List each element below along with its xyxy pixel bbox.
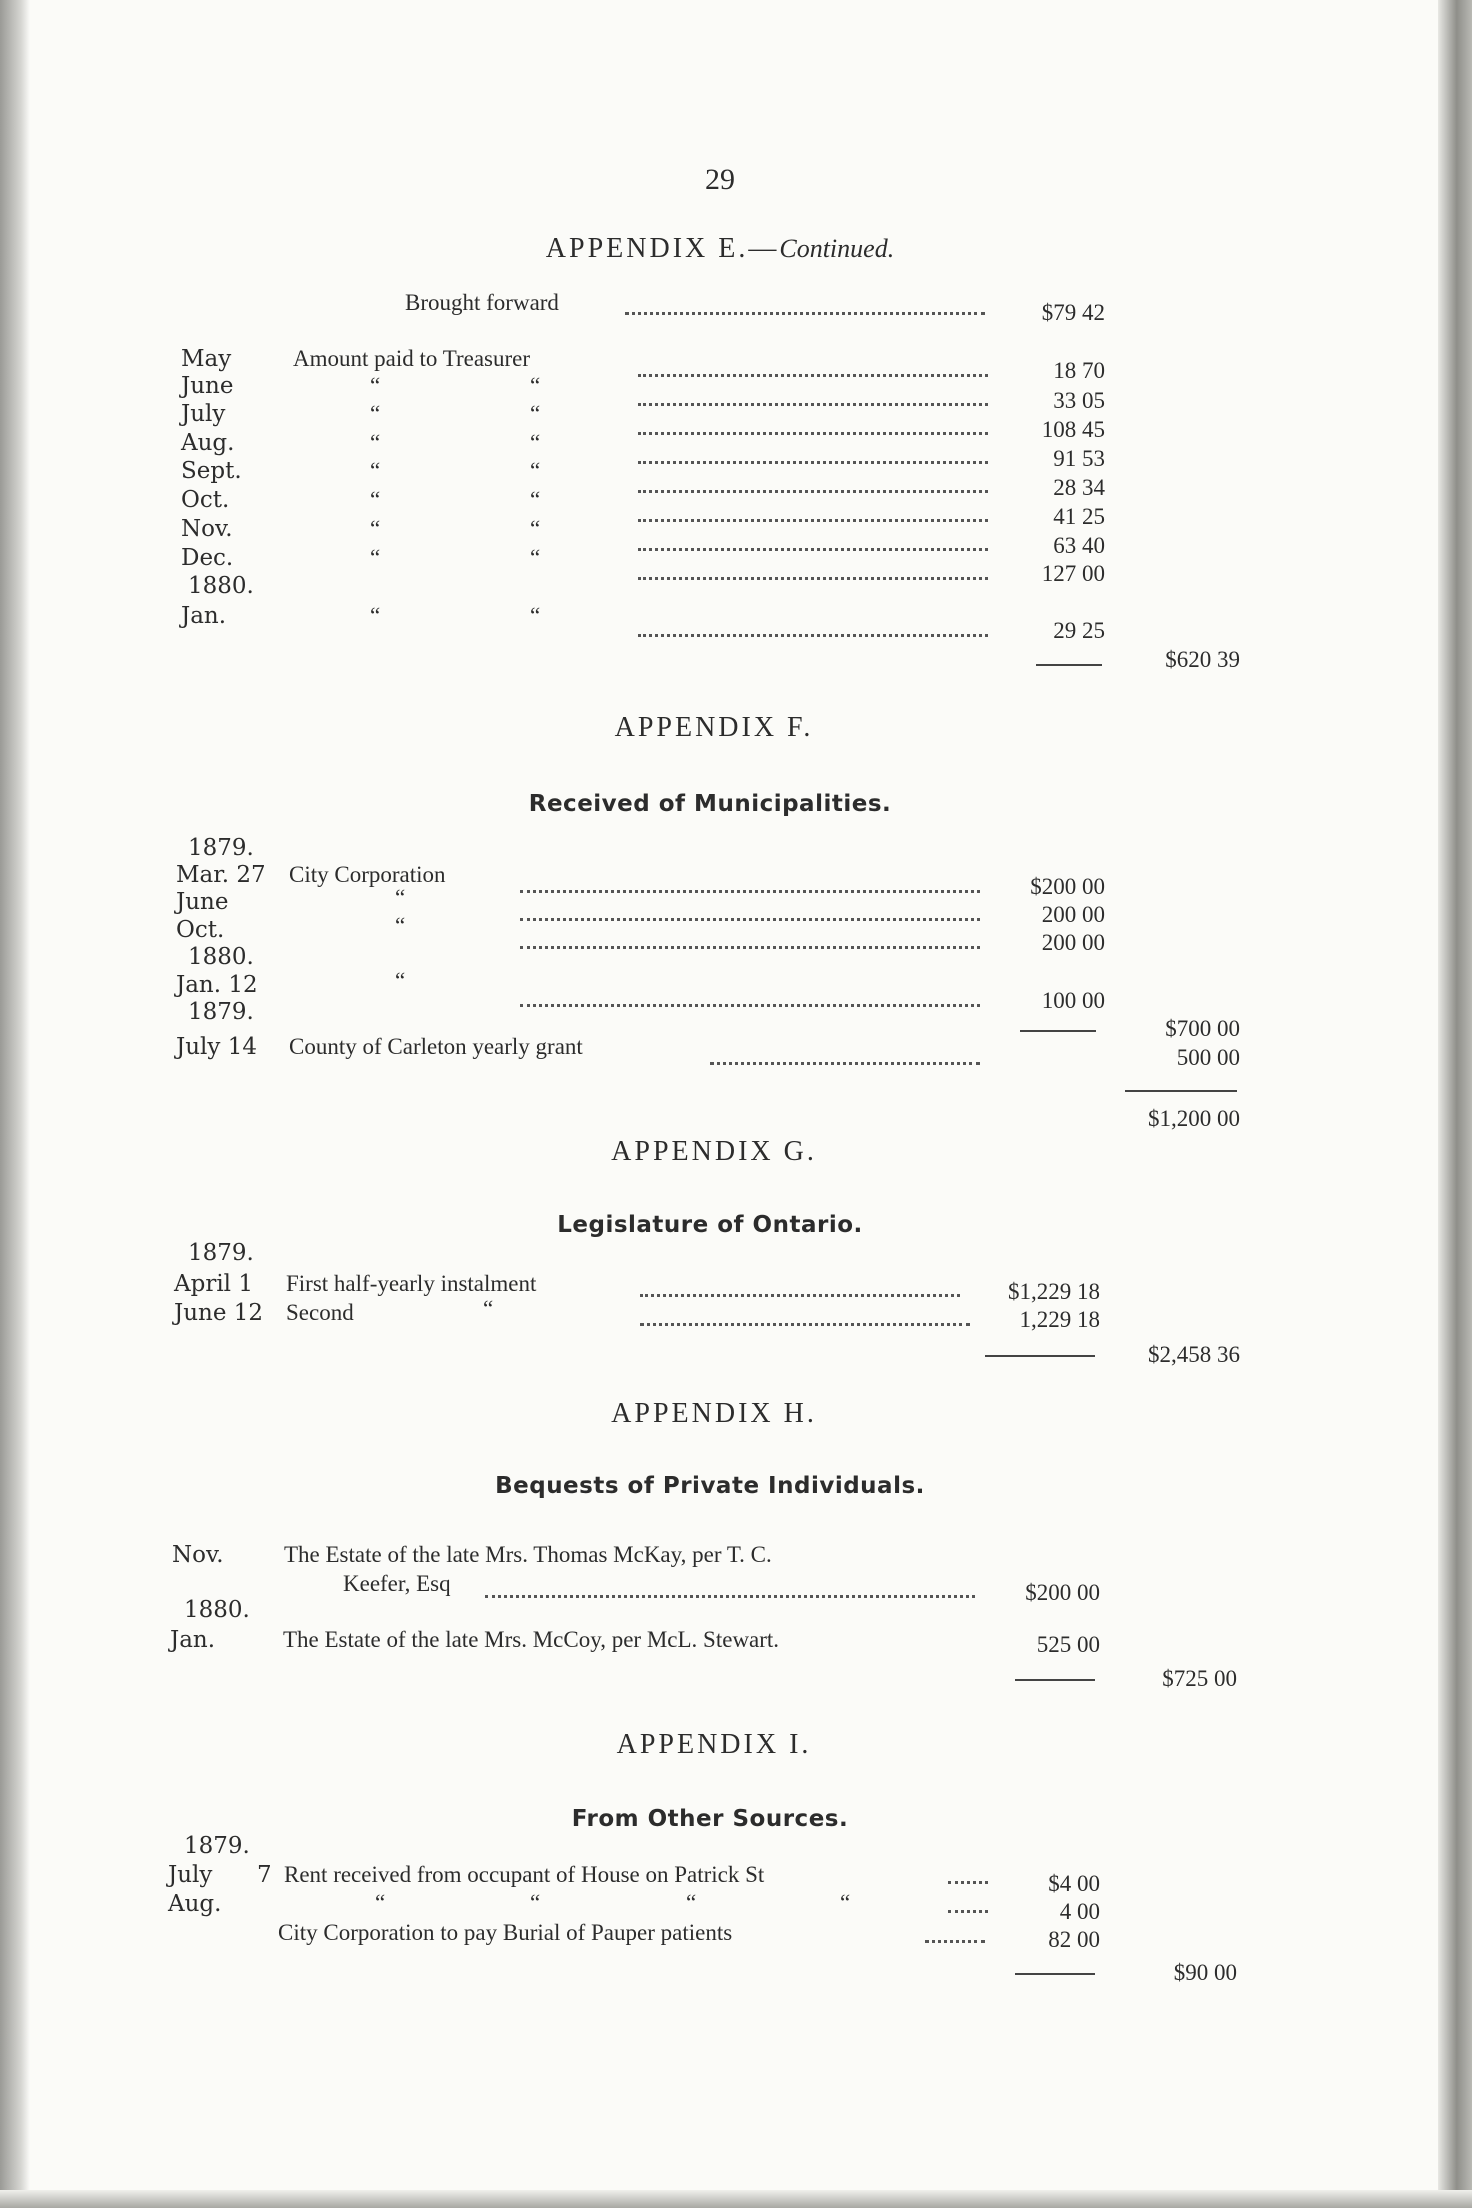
appendix-g-subheading: Legislature of Ontario. [557,1212,863,1238]
appendix-h-heading: APPENDIX H. [611,1398,817,1429]
amount: 100 00 [1041,988,1105,1013]
ditto-mark: “ [483,1296,494,1321]
row-description: The Estate of the late Mrs. McCoy, per McL. Stewart. [283,1627,780,1652]
ditto-mark: “ [530,603,541,628]
leader-dots [638,548,988,551]
leader-dots [520,918,980,921]
appendix-h-total: $725 00 [1162,1666,1237,1691]
brought-forward-label: Brought forward [405,290,559,315]
amount: 525 00 [1036,1632,1100,1657]
appendix-f-heading: APPENDIX F. [614,712,814,743]
leader-dots [710,1062,980,1065]
year-label: 1879. [188,1240,254,1266]
ditto-mark: “ [395,968,406,993]
amount: 127 00 [1041,561,1105,586]
year-label: 1879. [188,999,254,1025]
month-label: Nov. [181,516,233,542]
row-description: First half-yearly instalment [286,1271,537,1296]
ditto-mark: “ [530,516,541,541]
month-label: Jan. [181,603,227,629]
month-label: May [181,346,232,372]
ditto-mark: “ [370,545,381,570]
date-label: July [168,1862,213,1888]
ditto-mark: “ [370,401,381,426]
date-label: Nov. [172,1542,224,1568]
leader-dots [640,1294,960,1297]
row-description: City Corporation [289,862,446,887]
ditto-mark: “ [370,603,381,628]
leader-dots [640,1323,970,1326]
amount: 500 00 [1176,1045,1240,1070]
leader-dots [638,634,988,637]
leader-dots [948,1881,988,1884]
amount: 63 40 [1053,533,1105,558]
leader-dots [638,374,988,377]
amount: 18 70 [1053,358,1105,383]
appendix-i-total: $90 00 [1173,1960,1237,1985]
day-label: 7 [257,1862,272,1888]
year-label: 1880. [188,944,254,970]
ditto-mark: “ [370,458,381,483]
ditto-mark: “ [530,373,541,398]
ditto-mark: “ [395,913,406,938]
sum-rule [1125,1090,1237,1092]
sum-rule [985,1355,1095,1357]
leader-dots [520,890,980,893]
ditto-mark: “ [370,516,381,541]
amount: 200 00 [1041,930,1105,955]
date-label: Mar. 27 [176,862,266,888]
ditto-mark: “ [375,1890,386,1915]
leader-dots [520,1004,980,1007]
ditto-mark: “ [530,401,541,426]
row-description: The Estate of the late Mrs. Thomas McKay, per T. C. [284,1542,772,1567]
leader-dots [638,490,988,493]
month-label: Oct. [181,487,230,513]
amount: 108 45 [1041,417,1105,442]
ditto-mark: “ [530,458,541,483]
date-label: Aug. [168,1891,222,1917]
month-label: Dec. [181,545,234,571]
leader-dots [638,461,988,464]
appendix-i-subheading: From Other Sources. [571,1806,849,1832]
amount: 4 00 [1059,1899,1100,1924]
month-label: Sept. [181,458,242,484]
leader-dots [948,1910,988,1913]
year-label: 1879. [184,1833,250,1859]
amount: 1,229 18 [1019,1307,1100,1332]
leader-dots [520,946,980,949]
sum-rule [1036,664,1102,666]
row-description: Second [286,1300,354,1325]
appendix-f-subheading: Received of Municipalities. [528,791,892,817]
ditto-mark: “ [686,1890,697,1915]
amount: 28 34 [1053,475,1105,500]
appendix-h-subheading: Bequests of Private Individuals. [495,1473,925,1499]
amount: 33 05 [1053,388,1105,413]
appendix-e-heading: APPENDIX E.—Continued. [545,233,895,264]
month-label: July [181,401,226,427]
date-label: July 14 [176,1034,257,1060]
amount: 41 25 [1053,504,1105,529]
year-label: 1880. [184,1597,250,1623]
leader-dots [638,432,988,435]
amount: 82 00 [1048,1927,1100,1952]
date-label: Oct. [176,917,225,943]
amount: $200 00 [1025,1580,1100,1605]
appendix-e-total: $620 39 [1165,647,1240,672]
date-label: April 1 [174,1271,253,1297]
brought-forward-amount: $79 42 [1041,300,1105,325]
row-description: Amount paid to Treasurer [293,346,531,371]
subtotal: $700 00 [1165,1016,1240,1041]
appendix-g-heading: APPENDIX G. [611,1136,817,1167]
ditto-mark: “ [370,487,381,512]
appendix-f-total: $1,200 00 [1148,1106,1240,1131]
amount: 200 00 [1041,902,1105,927]
appendix-g-total: $2,458 36 [1148,1342,1240,1367]
year-label: 1879. [188,835,254,861]
sum-rule [1020,1030,1096,1032]
amount: 29 25 [1053,618,1105,643]
row-description: City Corporation to pay Burial of Pauper patients [278,1920,733,1945]
leader-dots [925,1940,985,1943]
ditto-mark: “ [840,1890,851,1915]
date-label: June 12 [174,1300,264,1326]
sum-rule [1015,1679,1095,1681]
leader-dots [638,519,988,522]
date-label: June [176,889,229,915]
amount: $200 00 [1030,874,1105,899]
page-number: 29 [705,163,735,196]
year-label: 1880. [188,573,254,599]
amount: $4 00 [1048,1871,1100,1896]
month-label: Aug. [181,430,235,456]
ditto-mark: “ [395,885,406,910]
row-description: Rent received from occupant of House on Patrick St [284,1862,765,1887]
row-description: County of Carleton yearly grant [289,1034,583,1059]
leader-dots [625,312,985,315]
row-description-continued: Keefer, Esq [343,1571,451,1596]
ditto-mark: “ [530,430,541,455]
leader-dots [638,403,988,406]
amount: 91 53 [1053,446,1105,471]
month-label: June [181,373,234,399]
date-label: Jan. [170,1627,216,1653]
ditto-mark: “ [370,373,381,398]
leader-dots [485,1595,975,1598]
ditto-mark: “ [370,430,381,455]
leader-dots [638,577,988,580]
amount: $1,229 18 [1008,1279,1100,1304]
appendix-i-heading: APPENDIX I. [616,1729,812,1760]
ditto-mark: “ [530,487,541,512]
sum-rule [1015,1973,1095,1975]
date-label: Jan. 12 [176,972,258,998]
ditto-mark: “ [530,1890,541,1915]
ditto-mark: “ [530,545,541,570]
